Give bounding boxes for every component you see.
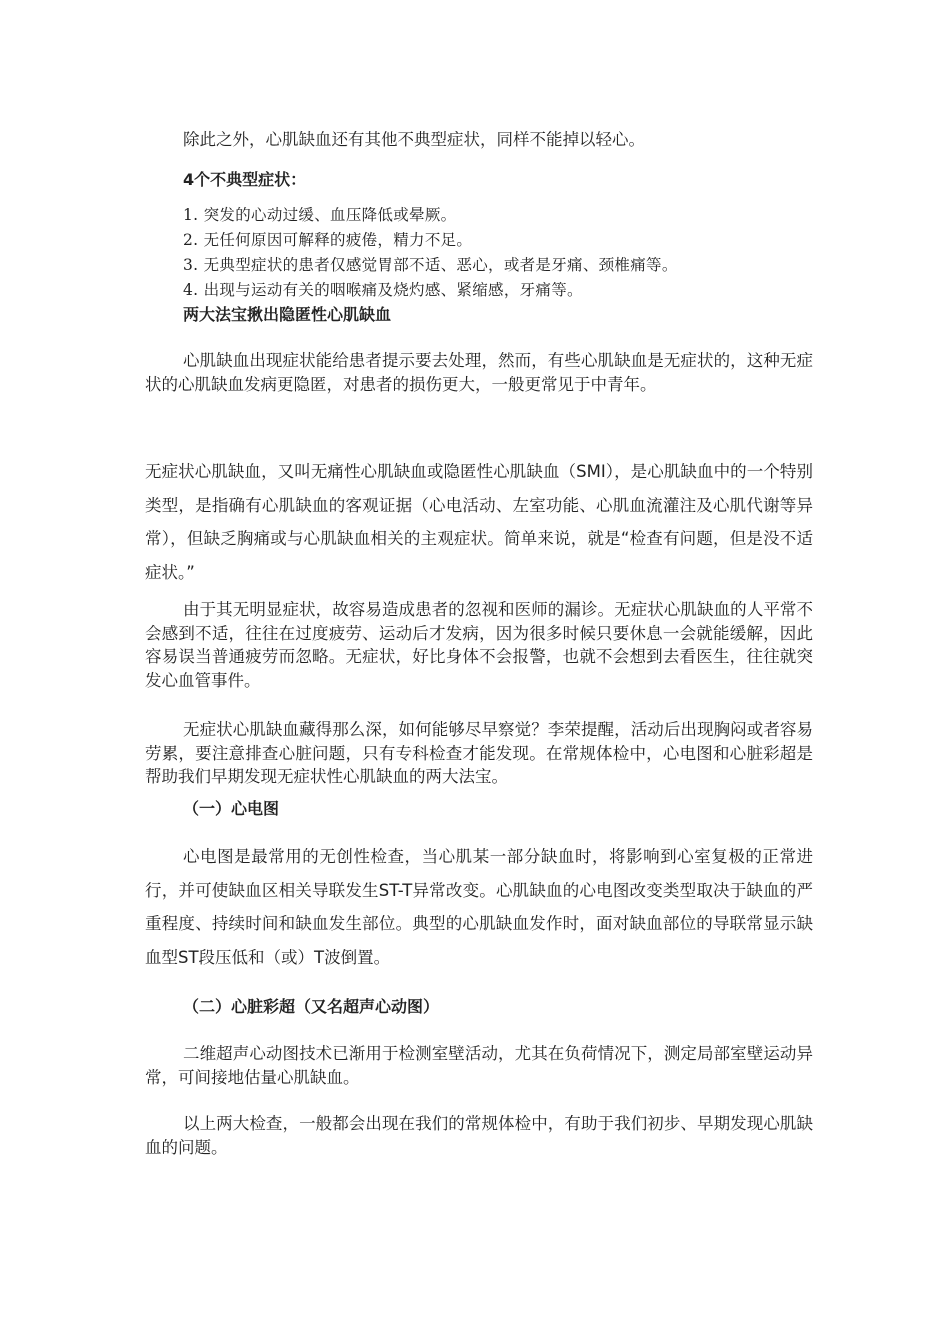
paragraph-smi-definition: 无症状心肌缺血，又叫无痛性心肌缺血或隐匿性心肌缺血（SMI），是心肌缺血中的一个特别类型，是指确有心肌缺血的客观证据（心电活动、左室功能、心肌血流灌注及心肌代谢等异常），但缺乏胸痛或与心肌缺血相关的主观症状。简单来说，就是“检查有问题，但是没不适症状。”	[145, 462, 813, 582]
atypical-item-2: 2. 无任何原因可解释的疲倦，精力不足。	[183, 231, 473, 249]
ecg-heading: （一）心电图	[183, 799, 280, 818]
paragraph-silent-ischemia: 心肌缺血出现症状能给患者提示要去处理，然而，有些心肌缺血是无症状的，这种无症状的心肌缺血发病更隐匿，对患者的损伤更大，一般更常见于中青年。	[145, 351, 813, 394]
atypical-item-4: 4. 出现与运动有关的咽喉痛及烧灼感、紧缩感，牙痛等。	[183, 281, 583, 299]
atypical-symptoms-heading: 4个不典型症状：	[183, 170, 307, 189]
section-heading: 两大法宝揪出隐匿性心肌缺血	[183, 305, 392, 324]
echocardiogram-heading: （二）心脏彩超（又名超声心动图）	[183, 997, 440, 1016]
atypical-item-1: 1. 突发的心动过缓、血压降低或晕厥。	[183, 206, 457, 224]
paragraph-echocardiogram: 二维超声心动图技术已渐用于检测室壁活动，尤其在负荷情况下，测定局部室壁运动异常，可间接地估量心肌缺血。	[145, 1044, 813, 1087]
paragraph-missed-diagnosis: 由于其无明显症状，故容易造成患者的忽视和医师的漏诊。无症状心肌缺血的人平常不会感到不适，往往在过度疲劳、运动后才发病，因为很多时候只要休息一会就能缓解，因此容易误当普通疲劳而忽略。无症状，好比身体不会报警，也就不会想到去看医生，往往就突发心血管事件。	[145, 600, 813, 690]
intro-line: 除此之外，心肌缺血还有其他不典型症状，同样不能掉以轻心。	[183, 130, 645, 149]
atypical-item-3: 3. 无典型症状的患者仅感觉胃部不适、恶心，或者是牙痛、颈椎痛等。	[183, 256, 678, 274]
paragraph-early-detection: 无症状心肌缺血藏得那么深，如何能够尽早察觉？李荣提醒，活动后出现胸闷或者容易劳累，要注意排查心脏问题，只有专科检查才能发现。在常规体检中，心电图和心脏彩超是帮助我们早期发现无症状性心肌缺血的两大法宝。	[145, 720, 813, 786]
paragraph-ecg: 心电图是最常用的无创性检查，当心肌某一部分缺血时，将影响到心室复极的正常进行，并可使缺血区相关导联发生ST-T异常改变。心肌缺血的心电图改变类型取决于缺血的严重程度、持续时间和缺血发生部位。典型的心肌缺血发作时，面对缺血部位的导联常显示缺血型ST段压低和（或）T波倒置。	[145, 847, 813, 967]
paragraph-summary: 以上两大检查，一般都会出现在我们的常规体检中，有助于我们初步、早期发现心肌缺血的问题。	[145, 1114, 813, 1157]
